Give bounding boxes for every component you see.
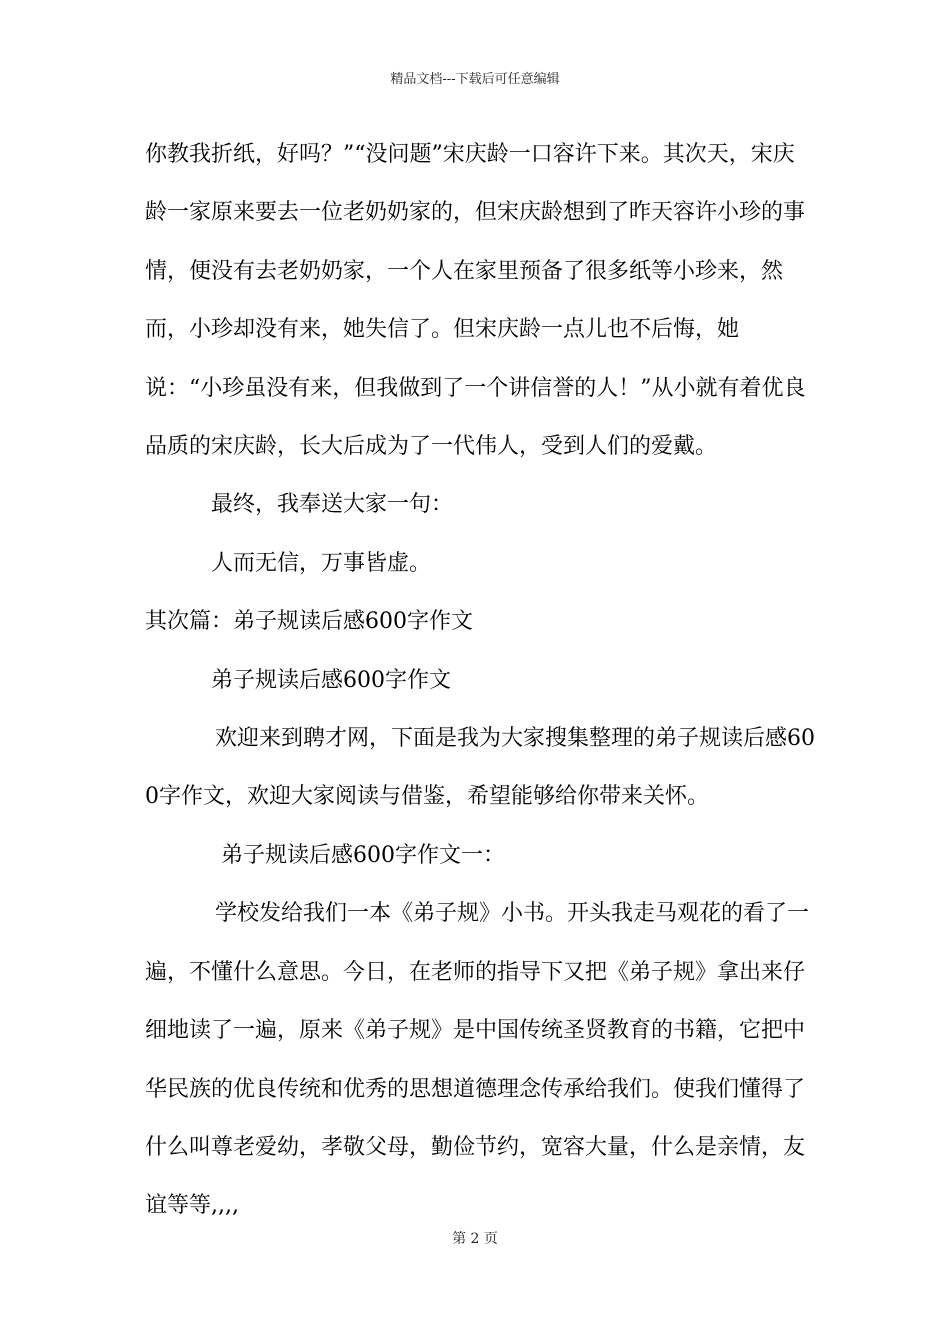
article-title: 弟子规读后感600字作文 [211,667,451,693]
paragraph-closing-intro: 最终，我奉送大家一句： [211,492,454,518]
paragraph-story-ending: 你教我折纸，好吗？”“没问题”宋庆龄一口容许下来。其次天，宋庆龄一家原来要去一位老奶奶家的，但宋庆龄想到了昨天容许小珍的事情，便没有去老奶奶家，一个人在家里预备了很多纸等小珍来，然而，小珍却没有来，她失信了。但宋庆龄一点儿也不后悔，她说：“小珍虽没有来，但我做到了一个讲信誉的人！”从小就有着优良品质的宋庆龄，长大后成为了一代伟人，受到人们的爱戴。 [145,142,806,460]
paragraph-closing-quote: 人而无信，万事皆虚。 [211,550,432,576]
paragraph-essay-body: 学校发给我们一本《弟子规》小书。开头我走马观花的看了一遍，不懂什么意思。今日，在老师的指导下又把《弟子规》拿出来仔细地读了一遍，原来《弟子规》是中国传统圣贤教育的书籍，它把中华民族的优良传统和优秀的思想道德理念传承给我们。使我们懂得了什么叫尊老爱幼，孝敬父母，勤俭节约，宽容大量，什么是亲情，友谊等等,,,, [145,901,810,1219]
essay-subtitle: 弟子规读后感600字作文一： [221,842,505,868]
page-header: 精品文档---下载后可任意编辑 [390,72,560,87]
section-heading: 其次篇：弟子规读后感600字作文 [145,609,473,635]
page-number: 第 2 页 [452,1231,498,1247]
paragraph-welcome: 欢迎来到聘才网，下面是我为大家搜集整理的弟子规读后感600字作文，欢迎大家阅读与借鉴，希望能够给你带来关怀。 [145,726,815,810]
document-body [145,126,815,1236]
